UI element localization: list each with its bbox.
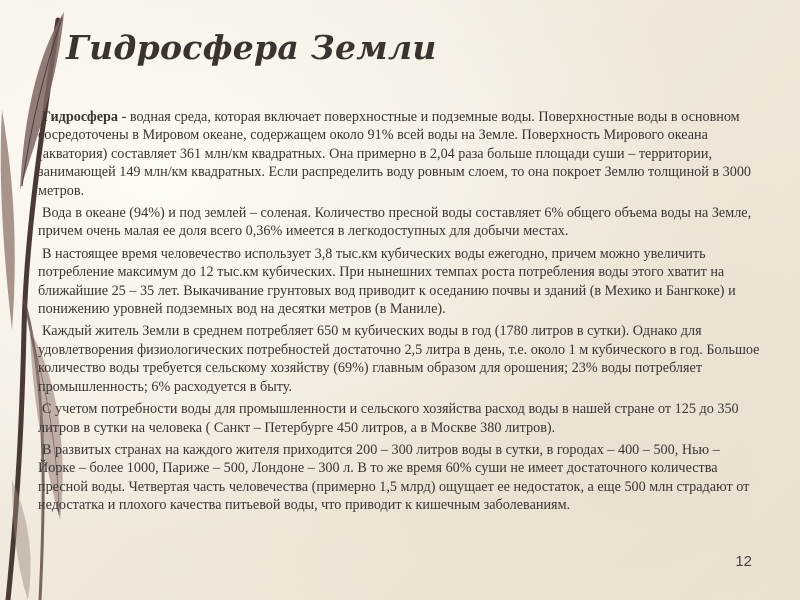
paragraph-text: В настоящее время человечество использует 3,8 тыс.км кубических воды ежегодно, причем можно увеличить потребление максимум до 12 тыс.км кубических. При нынешних темпах роста потребления воды этого хватит на ближайшие 25 – 35 лет. Выкачивание грунтовых вод приводит к оседанию почвы и зданий (в Мехико и Бангкоке) и понижению уровней подземных вод на десятки метров (в Маниле). xyxy=(38,245,736,318)
page-number: 12 xyxy=(735,553,752,570)
paragraph-per-capita-consumption xyxy=(38,322,760,396)
slide-title: Гидросфера Земли xyxy=(66,28,437,67)
term-hydrosphere: Гидросфера xyxy=(42,109,119,125)
paragraph-text: Вода в океане (94%) и под землей – соленая. Количество пресной воды составляет 6% общего объема воды на Земле, причем очень малая ее доля всего 0,36% имеется в легкодоступных для добычи местах. xyxy=(38,205,752,240)
paragraph-developed-countries xyxy=(38,441,760,515)
paragraph-water-usage xyxy=(38,245,760,319)
paragraph-text: - водная среда, которая включает поверхностные и подземные воды. Поверхностные воды в основном сосредоточены в Мировом океане, содержащем около 91% всей воды на Земле. Поверхность Мирового океана (акватория) составляет 361 млн/км квадратных. Она примерно в 2,04 раза больше площади суши – территории, занимающей 149 млн/км квадратных. Если распределить воду ровным слоем, то она покроет Землю толщиной в 3000 метров. xyxy=(38,109,752,199)
paragraph-hydrosphere-definition xyxy=(38,108,760,200)
paragraph-text: В развитых странах на каждого жителя приходится 200 – 300 литров воды в сутки, в городах – 400 – 500, Нью – Йорке – более 1000, Париже – 500, Лондоне – 300 л. В то же время 60% суши не имеет достаточного количества пресной воды. Четвертая часть человечества (примерно 1,5 млрд) ощущает ее недостаток, а еще 500 млн страдают от недостатка и плохого качества питьевой воды, что приводит к кишечным заболеваниям. xyxy=(38,441,750,514)
paragraph-text: Каждый житель Земли в среднем потребляет 650 м кубических воды в год (1780 литров в сутки). Однако для удовлетворения физиологических потребностей достаточно 2,5 литра в день, т.е. около 1 м кубического в год. Большое количество воды требуется сельскому хозяйству (69%) главным образом для орошения; 23% воды потребляет промышленность; 6% расходуется в быту. xyxy=(38,323,760,395)
paragraph-country-consumption xyxy=(38,400,760,437)
paragraph-text: С учетом потребности воды для промышленности и сельского хозяйства расход воды в нашей стране от 125 до 350 литров в сутки на человека ( Санкт – Петербурге 450 литров, а в Москве 380 литров). xyxy=(38,401,739,436)
paragraph-salt-water xyxy=(38,204,760,241)
slide-body xyxy=(38,108,760,519)
